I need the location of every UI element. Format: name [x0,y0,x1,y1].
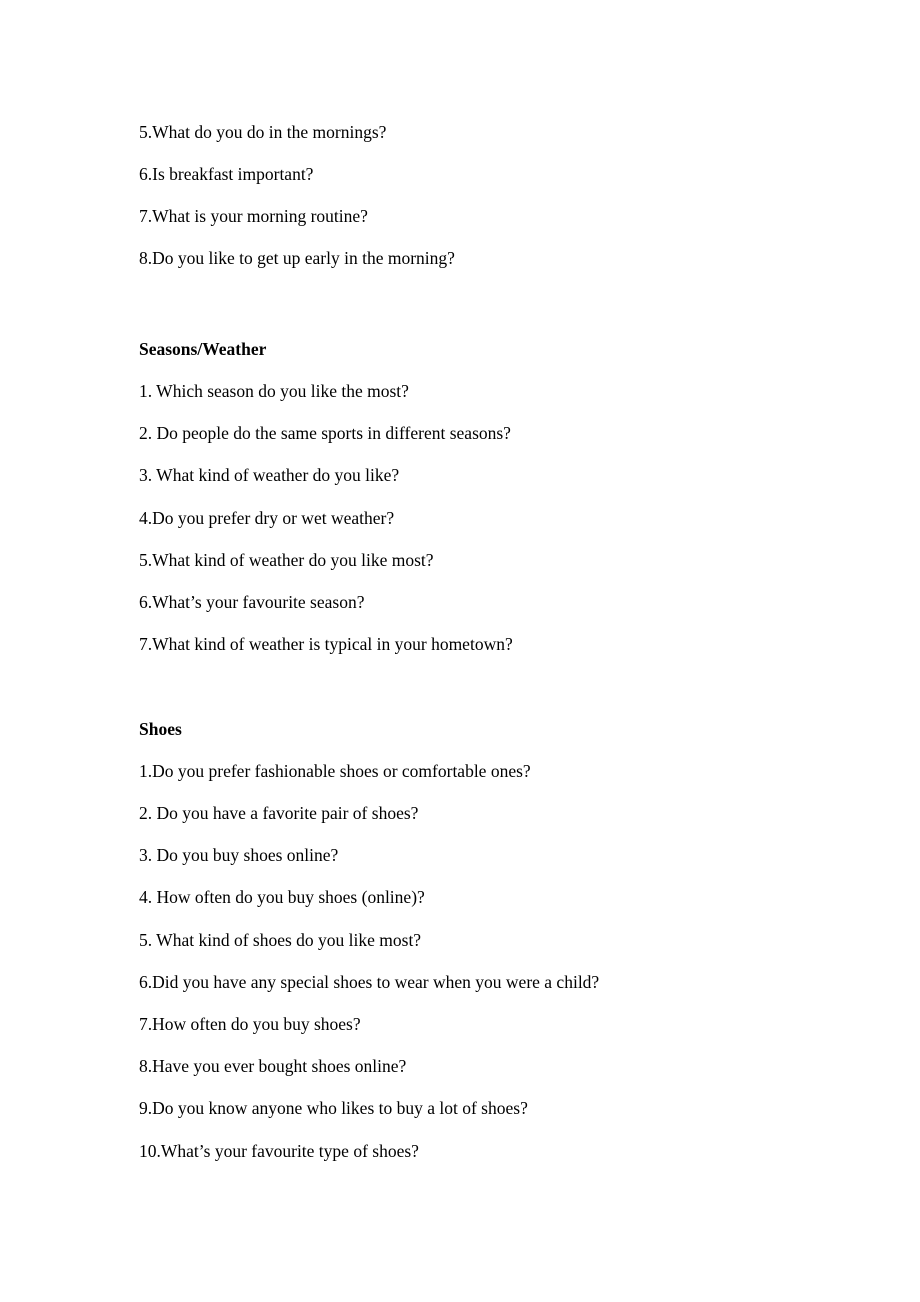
question-item: 5. What kind of shoes do you like most? [139,930,422,950]
question-item: 6.Did you have any special shoes to wear when you were a child? [139,972,600,992]
question-item: 1. Which season do you like the most? [139,381,409,401]
question-item: 7.How often do you buy shoes? [139,1014,361,1034]
question-item: 8.Have you ever bought shoes online? [139,1056,407,1076]
question-item: 6.Is breakfast important? [139,164,314,184]
question-item: 1.Do you prefer fashionable shoes or comfortable ones? [139,761,531,781]
question-item: 5.What do you do in the mornings? [139,122,387,142]
question-item: 7.What kind of weather is typical in your hometown? [139,634,513,654]
question-item: 5.What kind of weather do you like most? [139,550,434,570]
question-item: 8.Do you like to get up early in the morning? [139,248,455,268]
question-item: 2. Do people do the same sports in different seasons? [139,423,511,443]
section-heading-seasons-weather: Seasons/Weather [139,339,267,359]
question-item: 4. How often do you buy shoes (online)? [139,887,425,907]
question-item: 4.Do you prefer dry or wet weather? [139,508,395,528]
question-item: 9.Do you know anyone who likes to buy a lot of shoes? [139,1098,528,1118]
question-item: 2. Do you have a favorite pair of shoes? [139,803,419,823]
question-item: 3. Do you buy shoes online? [139,845,339,865]
question-item: 7.What is your morning routine? [139,206,368,226]
section-heading-shoes: Shoes [139,719,182,739]
question-item: 3. What kind of weather do you like? [139,465,400,485]
question-item: 10.What’s your favourite type of shoes? [139,1141,419,1161]
question-item: 6.What’s your favourite season? [139,592,365,612]
